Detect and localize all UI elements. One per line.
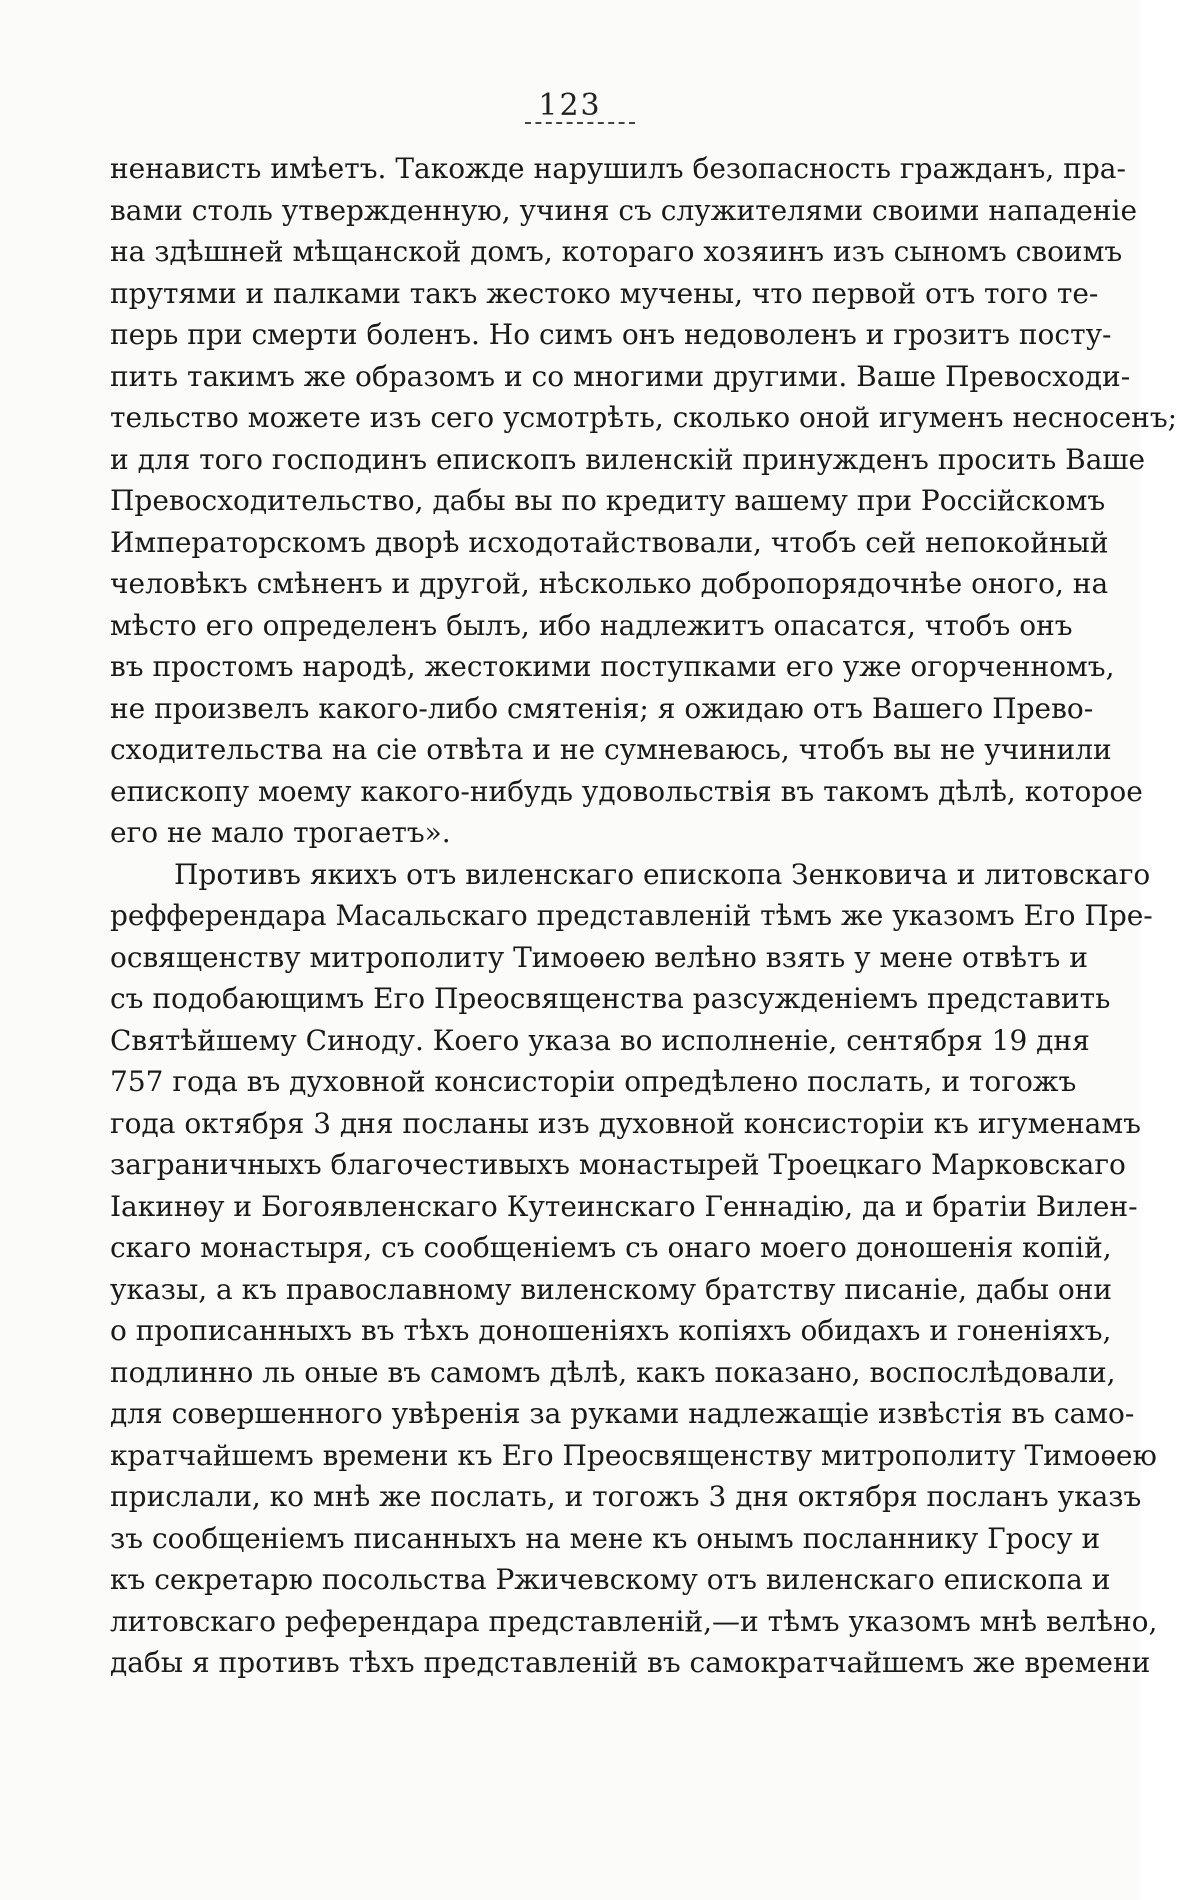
text-line: литовскаго референдара представленій,—и тѣмъ указомъ мнѣ велѣно, [110, 1604, 1158, 1638]
text-line: вами столь утвержденную, учиня съ служителями своими нападеніе [110, 193, 1138, 227]
text-line: Противъ якихъ отъ виленскаго епископа Зенковича и литовскаго [174, 857, 1151, 891]
body-text [110, 148, 1177, 1684]
text-line: освященству митрополиту Тимоѳею велѣно взять у мене отвѣтъ и [110, 940, 1088, 974]
paragraph-2 [110, 854, 1158, 1684]
text-line: рефферендара Масальскаго представленій тѣмъ же указомъ Его Пре- [110, 899, 1153, 932]
text-line: указы, а къ православному виленскому братству писаніе, дабы они [110, 1272, 1113, 1306]
text-line: перь при смерти боленъ. Но симъ онъ недоволенъ и грозитъ посту- [110, 318, 1112, 351]
text-line: Превосходительство, дабы вы по кредиту вашему при Россійскомъ [110, 484, 1106, 517]
text-line: съ подобающимъ Его Преосвященства разсужденіемъ представить [110, 982, 1111, 1015]
text-line: прислали, ко мнѣ же послать, и тогожъ 3 дня октября посланъ указъ [110, 1480, 1142, 1513]
text-line: Іакинѳу и Богоявленскаго Кутеинскаго Геннадію, да и братіи Вилен- [110, 1189, 1138, 1223]
text-line: о прописанныхъ въ тѣхъ доношеніяхъ копіяхъ обидахъ и гоненіяхъ, [110, 1314, 1112, 1347]
text-line: мѣсто его определенъ былъ, ибо надлежитъ опасатся, чтобъ онъ [110, 608, 1073, 642]
text-line: на здѣшней мѣщанской домъ, котораго хозяинъ изъ сыномъ своимъ [110, 235, 1123, 268]
text-line: кратчайшемъ времени къ Его Преосвященству митрополиту Тимоѳею [110, 1438, 1157, 1472]
text-line: заграничныхъ благочестивыхъ монастырей Троецкаго Марковскаго [110, 1148, 1126, 1181]
text-line: епископу моему какого-нибудь удовольствія въ такомъ дѣлѣ, которое [110, 774, 1143, 808]
text-line: 757 года въ духовной консисторіи опредѣлено послать, и тогожъ [110, 1065, 1077, 1098]
text-line: тельство можете изъ сего усмотрѣть, сколько оной игуменъ несносенъ; [110, 401, 1177, 434]
text-line: къ секретарю посольства Ржичевскому отъ виленскаго епископа и [110, 1563, 1111, 1596]
text-line: ненависть имѣетъ. Такожде нарушилъ безопасность гражданъ, пра- [110, 152, 1126, 185]
header-rule [525, 122, 635, 124]
text-line: пить такимъ же образомъ и со многими другими. Ваше Превосходи- [110, 359, 1131, 393]
text-line: не произвелъ какого-либо смятенія; я ожидаю отъ Вашего Прево- [110, 691, 1094, 725]
text-line: человѣкъ смѣненъ и другой, нѣсколько добропорядочнѣе оного, на [110, 567, 1109, 600]
text-line: скаго монастыря, съ сообщеніемъ съ онаго моего доношенія копій, [110, 1231, 1112, 1264]
text-line: въ простомъ народѣ, жестокими поступками его уже огорченномъ, [110, 650, 1115, 683]
text-line: прутями и палками такъ жестоко мучены, что первой отъ того те- [110, 276, 1099, 310]
text-line: и для того господинъ епископъ виленскій принужденъ просить Ваше [110, 442, 1146, 476]
page-number: 123 [538, 88, 602, 123]
text-line: для совершенного увѣренія за руками надлежащіе извѣстія въ само- [110, 1397, 1135, 1430]
text-line: года октября 3 дня посланы изъ духовной консисторіи къ игуменамъ [110, 1106, 1141, 1140]
text-line: его не мало трогаетъ». [110, 816, 451, 849]
paragraph-1 [110, 148, 1177, 854]
text-line: подлинно ль оные въ самомъ дѣлѣ, какъ показано, воспослѣдовали, [110, 1355, 1116, 1389]
text-line: зъ сообщеніемъ писанныхъ на мене къ онымъ посланнику Гросу и [110, 1521, 1101, 1555]
text-line: дабы я противъ тѣхъ представленій въ самократчайшемъ же времени [110, 1646, 1151, 1679]
text-line: Святѣйшему Синоду. Коего указа во исполненіе, сентября 19 дня [110, 1023, 1090, 1057]
text-line: сходительства на сіе отвѣта и не сумневаюсь, чтобъ вы не учинили [110, 733, 1112, 766]
text-line: Императорскомъ дворѣ исходотайствовали, чтобъ сей непокойный [110, 525, 1109, 559]
